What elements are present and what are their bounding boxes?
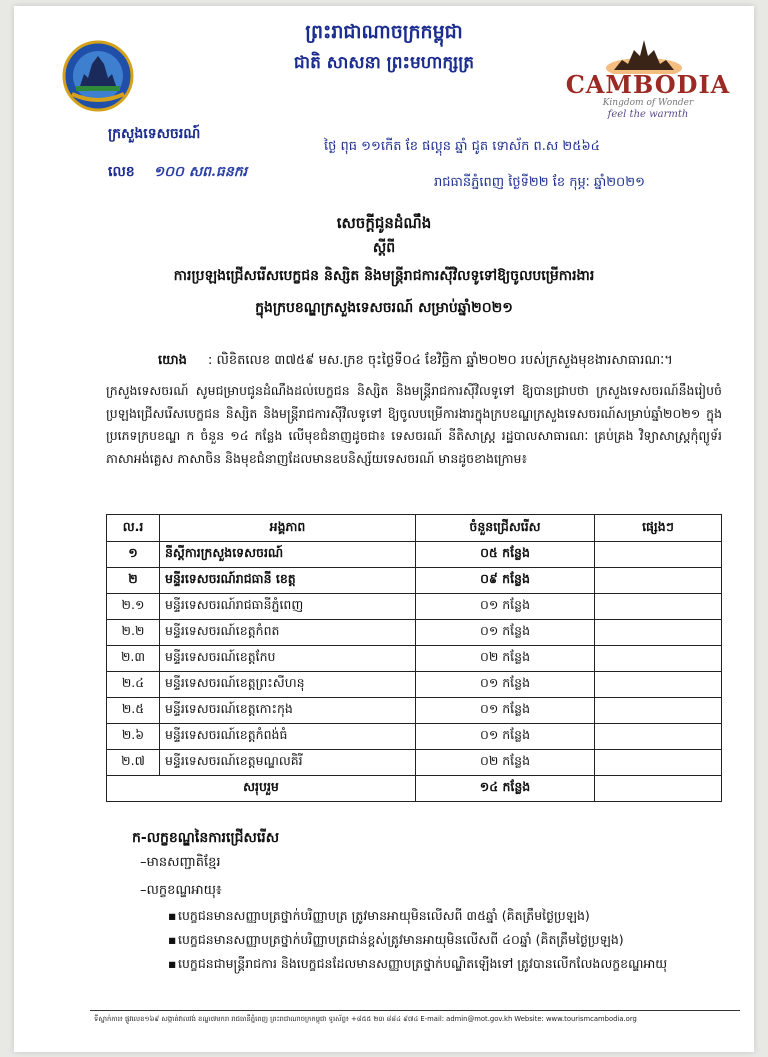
notice-subject-line-2: ក្នុងក្របខណ្ឌក្រសួងទេសចរណ៍ សម្រាប់ឆ្នាំ២០២១	[255, 300, 513, 316]
row-count: ០១ កន្លែង	[416, 672, 595, 698]
criteria-age: –លក្ខខណ្ឌអាយុ៖	[140, 883, 222, 898]
age-rule-master-text: បេក្ខជនមានសញ្ញាបត្រថ្នាក់បរិញ្ញាបត្រជាន់ខ្ពស់ត្រូវមានអាយុមិនលើសពី ៤០ឆ្នាំ (គិតត្រឹមថ្ងៃប្រឡង)	[178, 932, 624, 947]
criteria-heading: ក-លក្ខខណ្ឌនៃការជ្រើសរើស	[132, 830, 280, 846]
row-number: ២.៤	[107, 672, 160, 698]
row-note	[595, 672, 722, 698]
place-date: រាជធានីភ្នំពេញ ថ្ងៃទី២២ ខែ កុម្ភៈ ឆ្នាំ២០២១	[434, 175, 645, 190]
row-count: ០១ កន្លែង	[416, 594, 595, 620]
row-unit: មន្ទីរទេសចរណ៍ខេត្តកំពង់ធំ	[160, 724, 416, 750]
table-row	[107, 672, 722, 698]
row-unit: មន្ទីរទេសចរណ៍រាជធានី ខេត្ត	[160, 568, 416, 594]
reference-text: : លិខិតលេខ ៣៧៥៩ មស.ក្រខ ចុះថ្ងៃទី០៤ ខែវិច្ឆិកា ឆ្នាំ២០២០ របស់ក្រសួងមុខងារសាធារណៈ។	[208, 353, 673, 368]
row-unit: មន្ទីរទេសចរណ៍ខេត្តកែប	[160, 646, 416, 672]
table-header-row	[107, 515, 722, 542]
row-unit: មន្ទីរទេសចរណ៍ខេត្តកំពត	[160, 620, 416, 646]
total-count: ១៤ កន្លែង	[416, 776, 595, 802]
age-rule-master	[168, 930, 728, 949]
footer-contact: ទីស្នាក់ការ៖ ផ្លូវលេខ១៦៩ សង្កាត់វាលវង់ ខណ្ឌ៧មករា រាជធានីភ្នំពេញ ព្រះរាជាណាចក្រកម្ពុជា ទូរស័ព្ទ៖ +៨៥៥ ២៣ ៨៨៤ ៩៧៤ E-mail: admin@mot.gov.kh Website: www.tourismcambodia.org	[94, 1015, 637, 1023]
ministry-name: ក្រសួងទេសចរណ៍	[108, 126, 201, 142]
row-note	[595, 646, 722, 672]
table-header-no: ល.រ	[107, 515, 160, 542]
row-unit: មន្ទីរទេសចរណ៍ខេត្តព្រះសីហនុ	[160, 672, 416, 698]
row-number: ២.១	[107, 594, 160, 620]
criteria-nationality: –មានសញ្ជាតិខ្មែរ	[140, 855, 221, 870]
reference-heading: យោង	[158, 353, 187, 368]
row-unit: នីស្តីការក្រសួងទេសចរណ៍	[160, 542, 416, 568]
row-count: ០១ កន្លែង	[416, 698, 595, 724]
reference-number	[108, 162, 247, 183]
brand-subtitle: Kingdom of Wonder	[602, 98, 694, 108]
row-note	[595, 724, 722, 750]
row-number: ២.៣	[107, 646, 160, 672]
row-number: ២.៧	[107, 750, 160, 776]
kingdom-title: ព្រះរាជាណាចក្រកម្ពុជា	[305, 21, 463, 43]
row-number: ២.៥	[107, 698, 160, 724]
row-note	[595, 568, 722, 594]
row-number: ២.២	[107, 620, 160, 646]
row-unit: មន្ទីរទេសចរណ៍រាជធានីភ្នំពេញ	[160, 594, 416, 620]
row-number: ១	[107, 542, 160, 568]
age-rule-exempt	[168, 954, 728, 973]
age-rule-bachelor-text: បេក្ខជនមានសញ្ញាបត្រថ្នាក់បរិញ្ញាបត្រ ត្រូវមានអាយុមិនលើសពី ៣៥ឆ្នាំ (គិតត្រឹមថ្ងៃប្រឡង)	[178, 908, 590, 923]
table-total-row	[107, 776, 722, 802]
table-row	[107, 724, 722, 750]
table-header-note: ផ្សេងៗ	[595, 515, 722, 542]
national-motto: ជាតិ សាសនា ព្រះមហាក្សត្រ	[293, 53, 475, 73]
document-page	[14, 6, 754, 1052]
row-unit: មន្ទីរទេសចរណ៍ខេត្តកោះកុង	[160, 698, 416, 724]
table-row	[107, 646, 722, 672]
row-count: ០២ កន្លែង	[416, 750, 595, 776]
brand-tagline: feel the warmth	[607, 109, 689, 120]
total-label: សរុបរួម	[107, 776, 416, 802]
bullet-icon: ▪	[168, 956, 177, 971]
table-row	[107, 750, 722, 776]
notice-subject-line-1: ការប្រឡងជ្រើសរើសបេក្ខជន និស្សិត និងមន្ត្រីរាជការស៊ីវិលទូទៅឱ្យចូលបម្រើការងារ	[173, 268, 595, 284]
row-note	[595, 750, 722, 776]
row-count: ០២ កន្លែង	[416, 646, 595, 672]
footer-divider	[90, 1010, 740, 1011]
notice-about: ស្តីពី	[372, 240, 396, 256]
row-number: ២	[107, 568, 160, 594]
row-number: ២.៦	[107, 724, 160, 750]
body-paragraph: ក្រសួងទេសចរណ៍ សូមជម្រាបជូនដំណឹងដល់បេក្ខជន និស្សិត និងមន្ត្រីរាជការស៊ីវិលទូទៅ ឱ្យបានជ្រាបថា ក្រសួងទេសចរណ៍នឹងរៀបចំប្រឡងជ្រើសរើសបេក្ខជន និស្សិត និងមន្ត្រីរាជការស៊ីវិលទូទៅ ឱ្យចូលបម្រើការងារក្នុងក្របខណ្ឌក្រសួងទេសចរណ៍សម្រាប់ឆ្នាំ២០២១ ក្នុងប្រភេទក្របខណ្ឌ ក ចំនួន ១៤ កន្លែង លើមុខជំនាញដូចជា៖ ទេសចរណ៍ នីតិសាស្ត្រ រដ្ឋបាលសាធារណៈ គ្រប់គ្រង វិទ្យាសាស្ត្រកុំព្យូទ័រ ភាសាអង់គ្លេស ភាសាចិន និងមុខជំនាញដែលមានឧបនិស្ស័យទេសចរណ៍ មានដូចខាងក្រោម៖	[106, 383, 722, 466]
brand-name: CAMBODIA	[565, 70, 731, 99]
row-unit: មន្ទីរទេសចរណ៍ខេត្តមណ្ឌលគិរី	[160, 750, 416, 776]
row-note	[595, 594, 722, 620]
table-header-count: ចំនួនជ្រើសរើស	[416, 515, 595, 542]
table-row	[107, 542, 722, 568]
row-note	[595, 620, 722, 646]
reference-label: លេខ	[108, 164, 135, 180]
age-rule-bachelor	[168, 906, 728, 925]
row-note	[595, 698, 722, 724]
table-row	[107, 620, 722, 646]
row-note	[595, 542, 722, 568]
reference-number-value: ១០០ សព.ធនករ	[153, 164, 248, 180]
row-count: ០៥ កន្លែង	[416, 542, 595, 568]
lunar-date: ថ្ងៃ ពុធ ១១កើត ខែ ផល្គុន ឆ្នាំ ជូត ទោស័ក ព.ស ២៥៦៤	[324, 139, 600, 154]
table-row	[107, 594, 722, 620]
bullet-icon: ▪	[168, 908, 177, 923]
row-count: ០១ កន្លែង	[416, 620, 595, 646]
table-row	[107, 568, 722, 594]
notice-title: សេចក្តីជូនដំណឹង	[336, 214, 432, 232]
age-rule-exempt-text: បេក្ខជនជាមន្ត្រីរាជការ និងបេក្ខជនដែលមានសញ្ញាបត្រថ្នាក់បណ្ឌិតឡើងទៅ ត្រូវបានលើកលែងលក្ខខណ្ឌអាយុ	[178, 956, 668, 971]
table-header-unit: អង្គភាព	[160, 515, 416, 542]
positions-table	[106, 514, 722, 802]
table-row	[107, 698, 722, 724]
row-count: ០១ កន្លែង	[416, 724, 595, 750]
bullet-icon: ▪	[168, 932, 177, 947]
row-count: ០៩ កន្លែង	[416, 568, 595, 594]
total-note	[595, 776, 722, 802]
